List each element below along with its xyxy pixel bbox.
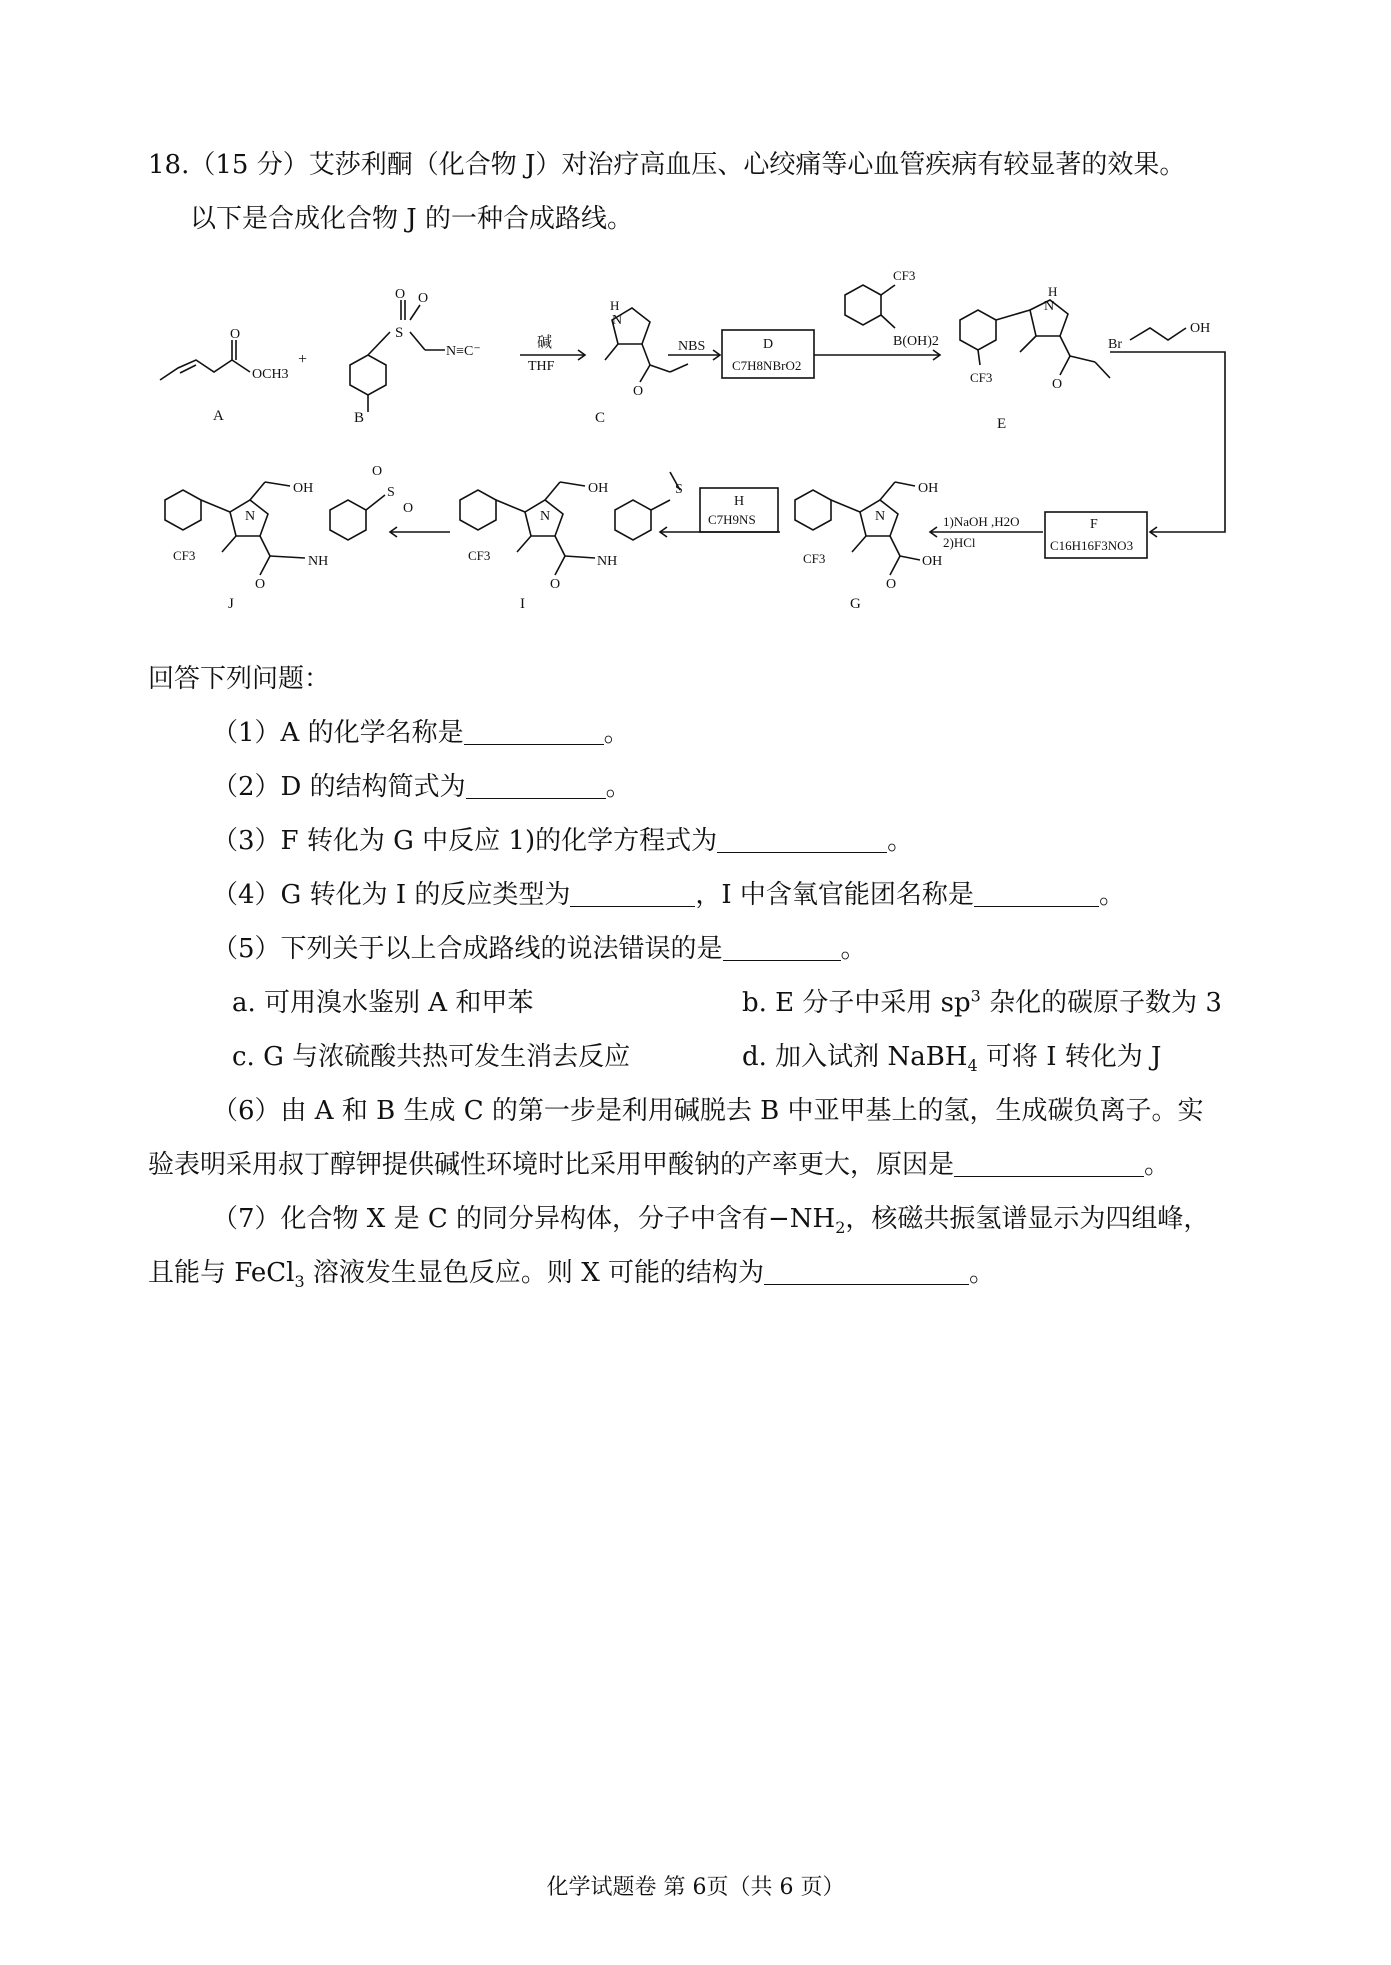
label-j-oh: OH: [293, 481, 314, 496]
question-1: [212, 716, 630, 750]
question-4-mid: ，I 中含氧官能团名称是: [695, 880, 974, 910]
question-2-text: （2）D 的结构简式为: [212, 772, 466, 802]
label-b-s: S: [395, 325, 404, 341]
label-b-o2: O: [418, 291, 429, 306]
label-i-cf3: CF3: [468, 548, 491, 563]
compound-label-b: B: [354, 410, 365, 426]
boronic-acid-structure: [845, 285, 895, 328]
label-c-h: H: [610, 298, 620, 313]
compound-label-c: C: [595, 410, 606, 426]
question-4: [212, 878, 1125, 912]
answer-blank-4b[interactable]: [974, 880, 1099, 907]
compound-b-structure: [350, 300, 445, 412]
label-b-o1: O: [395, 287, 406, 302]
question-4-text: （4）G 转化为 I 的反应类型为: [212, 880, 571, 910]
synthesis-scheme: [0, 260, 1391, 650]
compound-label-d: D: [763, 337, 774, 352]
label-j-n: N: [245, 509, 256, 524]
label-boronic: B(OH)2: [893, 334, 939, 349]
label-i-oh: OH: [588, 481, 609, 496]
label-a-o: O: [230, 327, 241, 342]
plus-sign: +: [298, 351, 308, 368]
label-g-cf3: CF3: [803, 551, 826, 566]
compound-label-h: H: [734, 494, 745, 509]
formula-f: C16H16F3NO3: [1050, 538, 1134, 553]
label-j-o2: O: [403, 501, 414, 516]
option-d: d. 加入试剂 NaBH$_4$ 可将 I 转化为 J: [742, 1042, 1162, 1076]
label-e-h: H: [1048, 284, 1058, 299]
question-2-end: 。: [605, 772, 632, 802]
label-i-o: O: [550, 577, 561, 592]
label-c-o: O: [633, 384, 644, 399]
question-5-end: 。: [840, 934, 867, 964]
label-i-n: N: [540, 509, 551, 524]
compound-e-structure: [960, 300, 1110, 378]
question-5: [212, 932, 867, 966]
question-6-line2: 验表明采用叔丁醇钾提供碱性环境时比采用甲酸钠的产率更大，原因是 。: [148, 1150, 1171, 1180]
question-3: [212, 824, 913, 858]
label-j-s: S: [387, 485, 395, 500]
answer-blank-1[interactable]: [464, 718, 604, 745]
answer-blank-2[interactable]: [466, 772, 606, 799]
label-c-n: N: [612, 313, 623, 328]
reagent-thf: THF: [528, 359, 555, 374]
question-7-line2: 且能与 FeCl$_3$ 溶液发生显色反应。则 X 可能的结构为 。: [148, 1258, 995, 1292]
question-4-end: 。: [1098, 880, 1125, 910]
label-e-cf3: CF3: [970, 370, 993, 385]
label-b-isocyanide: N≡C⁻: [446, 344, 481, 359]
question-intro: 以下是合成化合物 J 的一种合成路线。: [190, 204, 633, 234]
label-a-och3: OCH3: [252, 367, 289, 382]
label-g-cooh: OH: [922, 554, 943, 569]
label-j-o: O: [255, 577, 266, 592]
label-e-n: N: [1044, 299, 1055, 314]
question-title: 18.（15 分）艾莎利酮（化合物 J）对治疗高血压、心绞痛等心血管疾病有较显著的效果。: [148, 150, 1186, 180]
label-j-nh: NH: [308, 554, 329, 569]
page-footer: 化学试题卷 第 6页（共 6 页）: [546, 1875, 845, 1900]
option-b: b. E 分子中采用 $sp^3$ 杂化的碳原子数为 3: [742, 986, 1222, 1018]
answer-blank-3[interactable]: [717, 826, 887, 853]
reagent-hydrolysis-2: 2)HCl: [943, 535, 976, 550]
label-g-o: O: [886, 577, 897, 592]
compound-j-structure: [165, 482, 385, 575]
compound-label-g: G: [850, 596, 861, 612]
compound-label-i: I: [520, 596, 525, 612]
formula-d: C7H8NBrO2: [732, 358, 802, 373]
answer-blank-6[interactable]: [954, 1150, 1144, 1177]
question-5-text: （5）下列关于以上合成路线的说法错误的是: [212, 934, 723, 964]
compound-label-e: E: [997, 416, 1007, 432]
label-bromoethanol-oh: OH: [1190, 321, 1211, 336]
compound-i-structure: [460, 472, 680, 575]
label-i-nh: NH: [597, 554, 618, 569]
label-j-o1: O: [372, 464, 383, 479]
answer-blank-7[interactable]: [764, 1258, 969, 1285]
question-1-end: 。: [603, 718, 630, 748]
answer-blank-4a[interactable]: [570, 880, 695, 907]
label-br: Br: [1108, 337, 1122, 352]
answer-blank-5[interactable]: [723, 934, 841, 961]
option-a: a. 可用溴水鉴别 A 和甲苯: [232, 988, 534, 1018]
compound-label-j: J: [228, 596, 234, 612]
compound-label-f: F: [1090, 517, 1098, 532]
reagent-hydrolysis-1: 1)NaOH ,H2O: [943, 514, 1020, 529]
reagent-base: 碱: [537, 335, 553, 351]
question-3-text: （3）F 转化为 G 中反应 1)的化学方程式为: [212, 826, 718, 856]
compound-label-a: A: [213, 408, 224, 424]
label-g-n: N: [875, 509, 886, 524]
formula-h: C7H9NS: [708, 512, 756, 527]
question-6-line1: （6）由 A 和 B 生成 C 的第一步是利用碱脱去 B 中亚甲基上的氢，生成碳负离子。实: [212, 1096, 1204, 1126]
question-2: [212, 770, 632, 804]
label-e-o: O: [1052, 377, 1063, 392]
answer-prompt: 回答下列问题：: [148, 664, 331, 694]
reagent-nbs: NBS: [678, 339, 706, 354]
label-i-s: S: [675, 482, 683, 497]
compound-a-structure: [160, 340, 250, 380]
question-1-text: （1）A 的化学名称是: [212, 718, 464, 748]
label-j-cf3: CF3: [173, 548, 196, 563]
option-c: c. G 与浓硫酸共热可发生消去反应: [232, 1042, 631, 1072]
question-3-end: 。: [887, 826, 914, 856]
label-boronic-cf3: CF3: [893, 268, 916, 283]
question-7-line1: （7）化合物 X 是 C 的同分异构体，分子中含有$-NH_2$，核磁共振氢谱显示为四组峰，: [212, 1204, 1210, 1238]
label-g-oh: OH: [918, 481, 939, 496]
